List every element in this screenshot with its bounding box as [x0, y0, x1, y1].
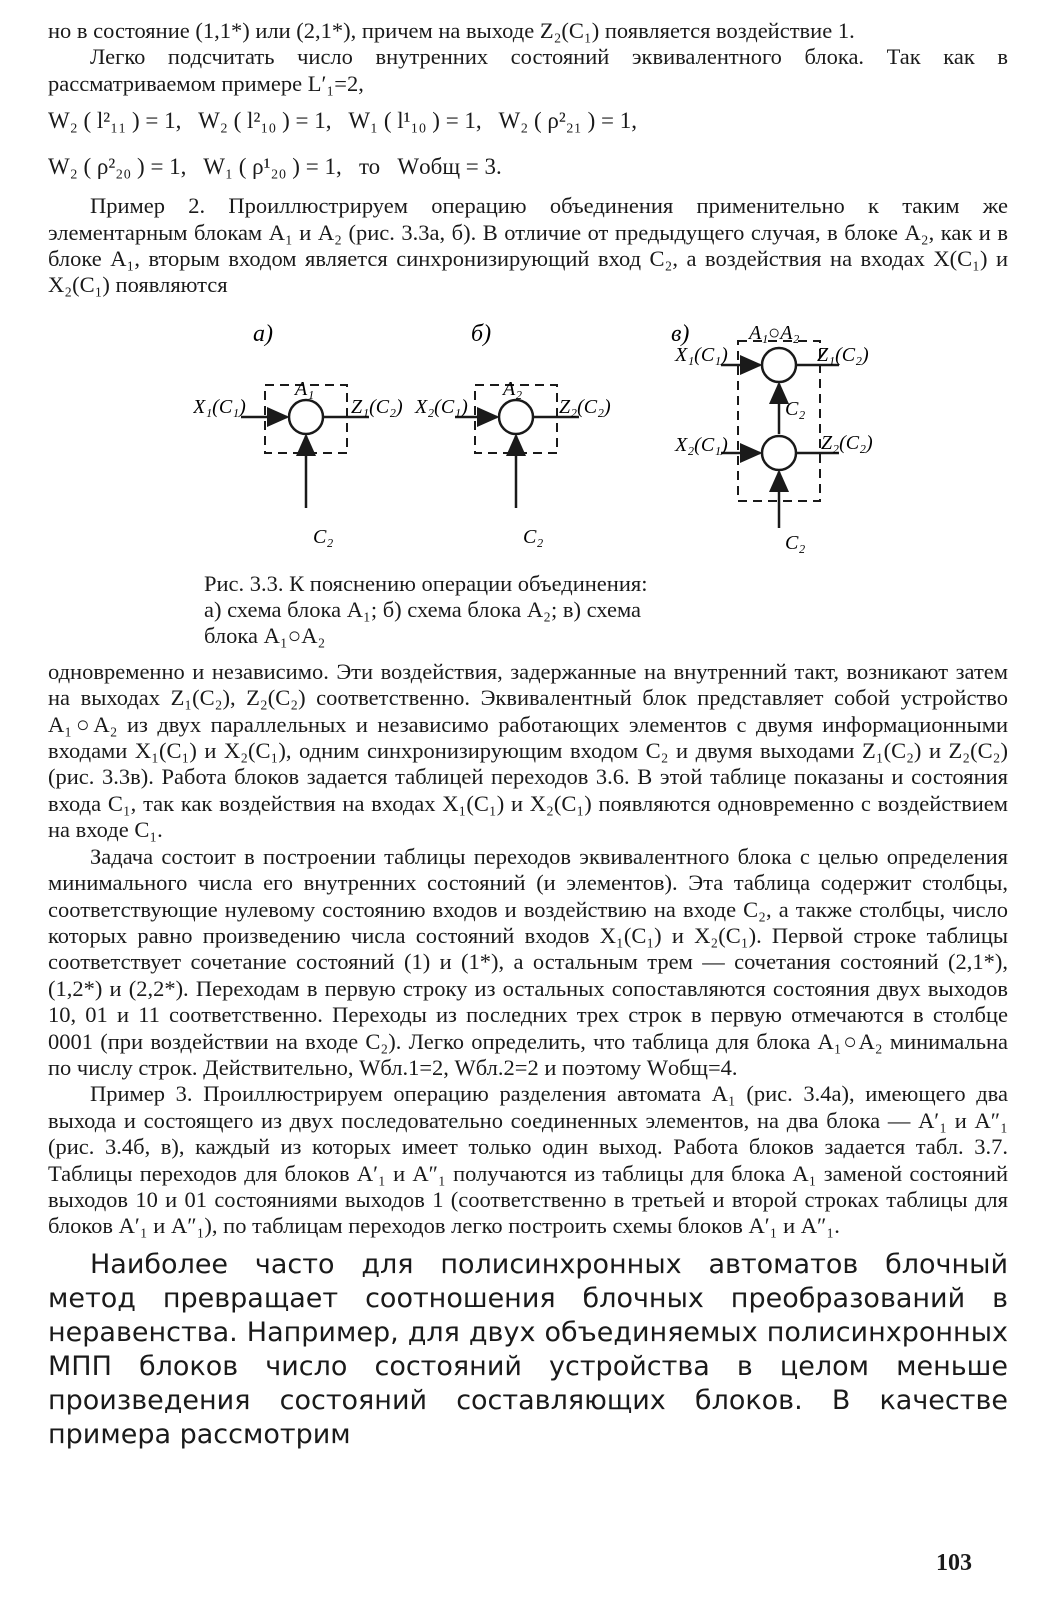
block-v-input-2: X₂(C₁) — [675, 433, 728, 456]
block-a-output: Z₁(C₂) — [351, 395, 403, 418]
block-diagram — [193, 313, 873, 563]
caption-line-3: блока A₁○A₂ — [204, 622, 326, 648]
paragraph-7: Наиболее часто для полисинхронных автоматов блочный метод превращает соотношения блочных преобразований в неравенства. Например, для двух объединяемых полисинхронных МПП блоков число состояний устройства в целом меньше произведения состояний составляющих блоков. В качестве примера рассмотрим — [48, 1248, 1008, 1450]
figure-caption — [204, 571, 844, 649]
block-v-name: A₁○A₂ — [749, 321, 800, 344]
element-a — [289, 400, 323, 434]
caption-line-2: а) схема блока A₁; б) схема блока A₂; в) схема — [204, 596, 642, 622]
element-v-1 — [762, 348, 796, 382]
block-a-sync: C₂ — [313, 525, 334, 548]
block-b-output: Z₂(C₂) — [559, 395, 611, 418]
caption-line-1: Рис. 3.3. К пояснению операции объединения: — [204, 570, 648, 596]
paragraph-example-2: Пример 2. Проиллюстрируем операцию объединения применительно к таким же элементарным блокам A₁ и A₂ (рис. 3.3а, б). В отличие от предыдущего случая, в блоке A₂, как и в блоке A₁, вторым входом является синхронизирующий вход C₂, а воздействия на входах X(C₁) и X₂(C₁) появляются — [48, 193, 1008, 298]
paragraph-1: но в состояние (1,1*) или (2,1*), причем на выходе Z₂(C₁) появляется воздействие 1. — [48, 18, 855, 43]
block-v-output-2: Z₂(C₂) — [821, 431, 873, 454]
block-a-input: X₁(C₁) — [193, 395, 246, 418]
block-v-input-1: X₁(C₁) — [675, 343, 728, 366]
element-b — [499, 400, 533, 434]
figure-3-3 — [48, 313, 1008, 563]
page — [48, 18, 1008, 1452]
block-b-input: X₂(C₁) — [415, 395, 468, 418]
label-v: в) — [671, 320, 690, 347]
block-v-sync: C₂ — [785, 531, 806, 554]
paragraph-4: одновременно и независимо. Эти воздействия, задержанные на внутренний такт, возникают затем на выходах Z₁(C₂), Z₂(C₂) соответственно. Эквивалентный блок представляет собой устройство A₁○A₂ из двух параллельных и независимо работающих элементов с двумя информационными входами X₁(C₁) и X₂(C₁), одним синхронизирующим входом C₂ и двумя выходами Z₁(C₂) и Z₂(C₂) (рис. 3.3в). Работа блоков задается таблицей переходов 3.6. В этой таблице показаны и состояния входа C₁, так как воздействия на входах X₁(C₁) и X₂(C₁) появляются одновременно с воздействием на входе C₁. — [48, 658, 1008, 843]
formula-line-1: W₂ ( l²₁₁ ) = 1, W₂ ( l²₁₀ ) = 1, W₁ ( l¹₁₀ ) = 1, W₂ ( ρ²₂₁ ) = 1, — [48, 108, 637, 134]
block-b-name: A₂ — [503, 377, 523, 400]
page-number: 103 — [936, 1550, 972, 1576]
block-a-name: A₁ — [295, 377, 315, 400]
block-v-sync-inner: C₂ — [785, 397, 806, 420]
label-b: б) — [471, 320, 492, 347]
formula-line-2: W₂ ( ρ²₂₀ ) = 1, W₁ ( ρ¹₂₀ ) = 1, то Wобщ = 3. — [48, 154, 502, 180]
paragraph-2: Легко подсчитать число внутренних состояний эквивалентного блока. Так как в рассматриваемом примере L′₁=2, — [48, 44, 1008, 96]
label-a: а) — [253, 320, 273, 347]
block-v-output-1: Z₁(C₂) — [817, 343, 869, 366]
paragraph-5: Задача состоит в построении таблицы переходов эквивалентного блока с целью определения минимального числа его внутренних состояний (и элементов). Эта таблица содержит столбцы, соответствующие нулевому состоянию входов и воздействию на входе C₂, а также столбцы, число которых равно произведению числа состояний входов X₁(C₁) и X₂(C₁). Первой строке таблицы соответствует сочетание состояний (1) и (1*), а остальным трем — сочетания состояний (2,1*), (1,2*) и (2,2*). Переходам в первую строку из остальных сопоставляются состояния двух выходов 10, 01 и 11 соответственно. Переходы из последних трех строк в первую отмечаются в столбце 0001 (при воздействии на входе C₂). Легко определить, что таблица для блока A₁○A₂ минимальна по числу строк. Действительно, Wбл.1=2, Wбл.2=2 и поэтому Wобщ=4. — [48, 843, 1008, 1080]
block-b-sync: C₂ — [523, 525, 544, 548]
paragraph-example-3: Пример 3. Проиллюстрируем операцию разделения автомата A₁ (рис. 3.4а), имеющего два выхода и состоящего из двух последовательно соединенных элементов, на два блока — A′₁ и A″₁ (рис. 3.4б, в), каждый из которых имеет только один выход. Работа блоков задается табл. 3.7. Таблицы переходов для блоков A′₁ и A″₁ получаются из таблицы для блока A₁ заменой состояний выходов 10 и 01 состояниями выходов 1 (соответственно в третьей и второй строках таблицы для блоков A′₁ и A″₁), по таблицам переходов легко построить схемы блоков A′₁ и A″₁. — [48, 1081, 1008, 1239]
element-v-2 — [762, 436, 796, 470]
